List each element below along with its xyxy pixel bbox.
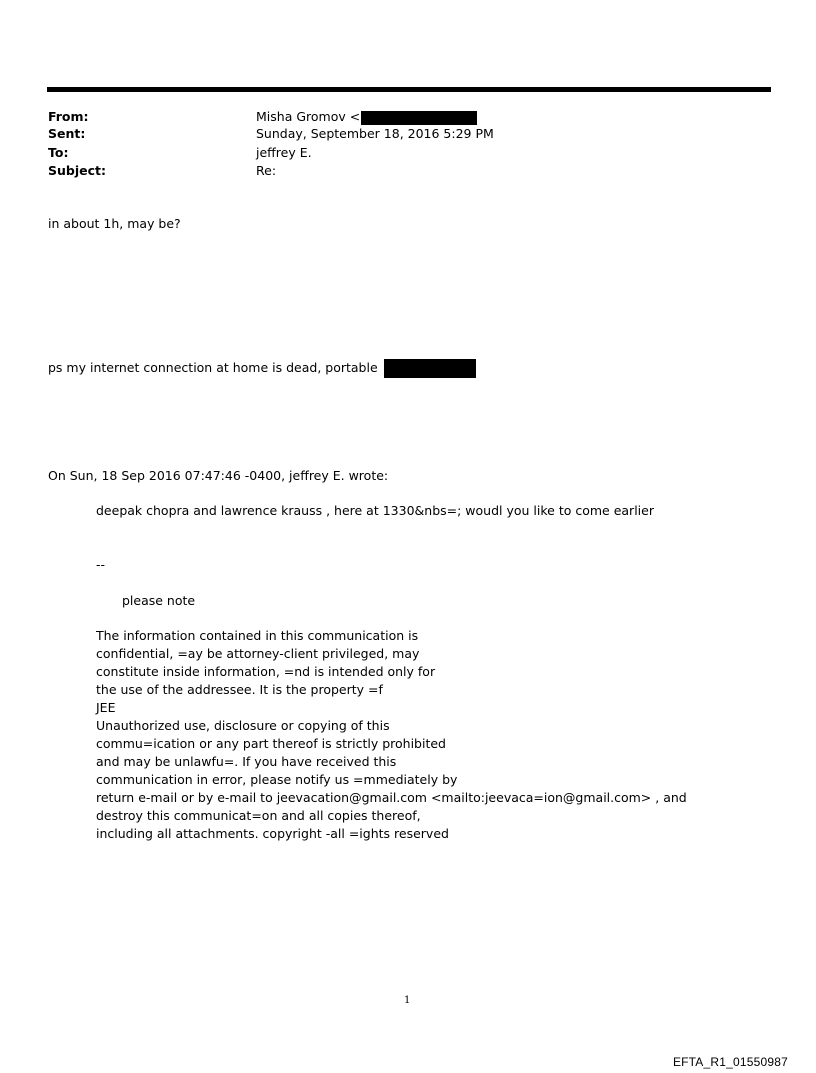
disclaimer-line: confidential, =ay be attorney-client privileged, may <box>96 646 420 661</box>
disclaimer-line: destroy this communicat=on and all copies thereof, <box>96 808 421 823</box>
disclaimer-line: Unauthorized use, disclosure or copying of this <box>96 718 390 733</box>
to-label: To: <box>48 145 69 160</box>
from-row <box>48 108 768 126</box>
sent-value: Sunday, September 18, 2016 5:29 PM <box>256 126 494 141</box>
disclaimer-line: commu=ication or any part thereof is strictly prohibited <box>96 736 446 751</box>
message-line-2 <box>48 359 476 378</box>
disclaimer-line: JEE <box>96 700 116 715</box>
message-redaction <box>384 359 476 378</box>
message-line-1: in about 1h, may be? <box>48 216 181 231</box>
message-line-2-text: ps my internet connection at home is dead, portable <box>48 360 378 375</box>
subject-value: Re: <box>256 163 277 178</box>
disclaimer-line: including all attachments. copyright -all =ights reserved <box>96 826 449 841</box>
disclaimer-line: The information contained in this communication is <box>96 628 419 643</box>
to-value: jeffrey E. <box>256 145 312 160</box>
disclaimer-line: the use of the addressee. It is the property =f <box>96 682 383 697</box>
subject-row <box>48 162 768 180</box>
disclaimer-line: and may be unlawfu=. If you have received this <box>96 754 397 769</box>
quote-intro: On Sun, 18 Sep 2016 07:47:46 -0400, jeffrey E. wrote: <box>48 468 389 483</box>
header-rule <box>47 87 771 92</box>
page-number: 1 <box>404 995 411 1006</box>
from-value <box>256 108 477 126</box>
subject-label: Subject: <box>48 163 106 178</box>
from-email-redaction <box>361 111 477 125</box>
sent-row <box>48 125 768 143</box>
disclaimer-line: communication in error, please notify us =mmediately by <box>96 772 458 787</box>
from-sender-name: Misha Gromov < <box>256 109 361 124</box>
sent-label: Sent: <box>48 126 86 141</box>
disclaimer-line: constitute inside information, =nd is intended only for <box>96 664 436 679</box>
from-label: From: <box>48 109 89 124</box>
disclaimer-line: return e-mail or by e-mail to jeevacation@gmail.com <mailto:jeevaca=ion@gmail.com> , and <box>96 790 687 805</box>
bates-number: EFTA_R1_01550987 <box>672 1055 788 1069</box>
to-row <box>48 144 768 162</box>
quoted-message: deepak chopra and lawrence krauss , here at 1330&nbs=; woudl you like to come earlier <box>96 503 654 518</box>
please-note: please note <box>122 593 196 608</box>
confidentiality-disclaimer <box>96 627 687 843</box>
signature-separator: -- <box>96 557 106 572</box>
